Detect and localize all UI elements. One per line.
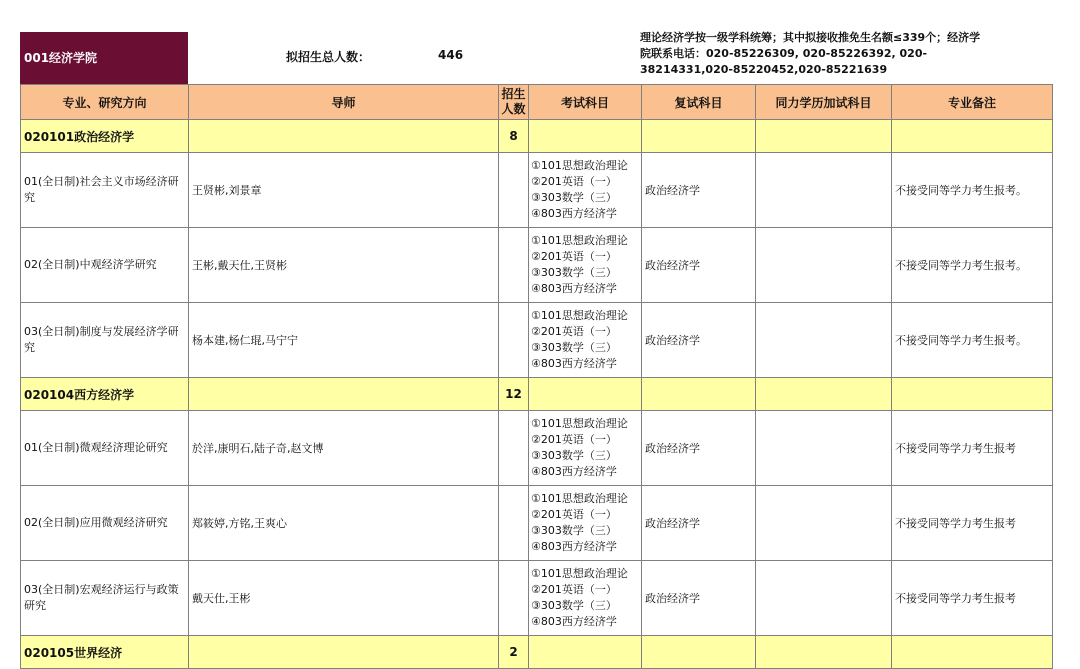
- exam-subject-item: ①101思想政治理论: [531, 309, 628, 322]
- exam-subject-item: ③303数学（三）: [531, 524, 617, 537]
- exam-subject-item: ③303数学（三）: [531, 266, 617, 279]
- group-cell: [189, 636, 499, 669]
- exam-subject-item: ②201英语（一）: [531, 583, 617, 596]
- group-cell: [756, 636, 892, 669]
- advisors: 王贤彬,刘景章: [189, 153, 499, 228]
- group-cell: [892, 378, 1053, 411]
- exam-subject-item: ②201英语（一）: [531, 325, 617, 338]
- exam-subjects: [529, 411, 642, 486]
- major-code: 020105世界经济: [21, 636, 189, 669]
- remark: 不接受同等学力考生报考。: [892, 303, 1053, 378]
- column-header-exam-subjects: 考试科目: [529, 85, 642, 120]
- exam-subject-item: ①101思想政治理论: [531, 159, 628, 172]
- table-row: [21, 486, 1053, 561]
- retest-subject: 政治经济学: [642, 411, 756, 486]
- research-direction: 03(全日制)制度与发展经济学研究: [21, 303, 189, 378]
- exam-subject-item: ①101思想政治理论: [531, 234, 628, 247]
- enrollment-table: [20, 84, 1053, 669]
- extra-subject: [756, 486, 892, 561]
- exam-subject-item: ③303数学（三）: [531, 191, 617, 204]
- column-header-extra-subjects: 同力学历加试科目: [756, 85, 892, 120]
- major-enrollment-count: 8: [499, 120, 529, 153]
- table-row: [21, 303, 1053, 378]
- exam-subject-item: ④803西方经济学: [531, 282, 617, 295]
- exam-subjects: [529, 303, 642, 378]
- exam-subject-item: ③303数学（三）: [531, 599, 617, 612]
- total-enrollment-value: 446: [438, 48, 464, 62]
- extra-subject: [756, 153, 892, 228]
- remark: 不接受同等学力考生报考: [892, 486, 1053, 561]
- exam-subject-item: ②201英语（一）: [531, 508, 617, 521]
- group-cell: [529, 636, 642, 669]
- research-direction: 01(全日制)社会主义市场经济研究: [21, 153, 189, 228]
- group-cell: [642, 120, 756, 153]
- exam-subject-item: ④803西方经济学: [531, 207, 617, 220]
- extra-subject: [756, 561, 892, 636]
- exam-subject-item: ②201英语（一）: [531, 175, 617, 188]
- exam-subject-item: ②201英语（一）: [531, 250, 617, 263]
- exam-subject-item: ①101思想政治理论: [531, 492, 628, 505]
- group-cell: [189, 120, 499, 153]
- group-cell: [529, 378, 642, 411]
- exam-subject-item: ④803西方经济学: [531, 615, 617, 628]
- column-header-advisor: 导师: [189, 85, 499, 120]
- major-group-row: [21, 378, 1053, 411]
- exam-subjects: [529, 228, 642, 303]
- exam-subject-item: ④803西方经济学: [531, 465, 617, 478]
- research-direction: 01(全日制)微观经济理论研究: [21, 411, 189, 486]
- major-code: 020104西方经济学: [21, 378, 189, 411]
- research-direction: 03(全日制)宏观经济运行与政策研究: [21, 561, 189, 636]
- enrollment-cell: [499, 561, 529, 636]
- advisors: 於洋,康明石,陆子奇,赵文博: [189, 411, 499, 486]
- major-group-row: [21, 120, 1053, 153]
- major-group-row: [21, 636, 1053, 669]
- retest-subject: 政治经济学: [642, 228, 756, 303]
- advisors: 杨本建,杨仁琨,马宁宁: [189, 303, 499, 378]
- table-row: [21, 411, 1053, 486]
- enrollment-cell: [499, 486, 529, 561]
- group-cell: [756, 378, 892, 411]
- remark: 不接受同等学力考生报考: [892, 561, 1053, 636]
- group-cell: [892, 636, 1053, 669]
- group-cell: [529, 120, 642, 153]
- retest-subject: 政治经济学: [642, 153, 756, 228]
- remark: 不接受同等学力考生报考。: [892, 153, 1053, 228]
- table-row: [21, 153, 1053, 228]
- advisors: 王彬,戴天仕,王贤彬: [189, 228, 499, 303]
- department-note: [640, 30, 1060, 78]
- remark: 不接受同等学力考生报考。: [892, 228, 1053, 303]
- group-cell: [642, 378, 756, 411]
- enrollment-cell: [499, 411, 529, 486]
- group-cell: [189, 378, 499, 411]
- exam-subjects: [529, 561, 642, 636]
- exam-subjects: [529, 486, 642, 561]
- column-header-remark: 专业备注: [892, 85, 1053, 120]
- exam-subject-item: ①101思想政治理论: [531, 417, 628, 430]
- note-line: 院联系电话：020-85226309, 020-85226392, 020-: [640, 47, 928, 60]
- research-direction: 02(全日制)中观经济学研究: [21, 228, 189, 303]
- exam-subjects: [529, 153, 642, 228]
- major-enrollment-count: 12: [499, 378, 529, 411]
- header-block: [20, 28, 1060, 84]
- exam-subject-item: ③303数学（三）: [531, 341, 617, 354]
- extra-subject: [756, 411, 892, 486]
- retest-subject: 政治经济学: [642, 486, 756, 561]
- enrollment-cell: [499, 228, 529, 303]
- remark: 不接受同等学力考生报考: [892, 411, 1053, 486]
- research-direction: 02(全日制)应用微观经济研究: [21, 486, 189, 561]
- column-header-enrollment-line: 招生: [501, 87, 526, 101]
- table-row: [21, 561, 1053, 636]
- group-cell: [642, 636, 756, 669]
- exam-subject-item: ④803西方经济学: [531, 357, 617, 370]
- exam-subject-item: ③303数学（三）: [531, 449, 617, 462]
- exam-subject-item: ①101思想政治理论: [531, 567, 628, 580]
- group-cell: [892, 120, 1053, 153]
- note-line: 38214331,020-85220452,020-85221639: [640, 63, 888, 76]
- total-enrollment-label: 拟招生总人数：: [286, 50, 371, 64]
- column-header-enrollment-line: 人数: [501, 102, 526, 116]
- retest-subject: 政治经济学: [642, 561, 756, 636]
- enrollment-cell: [499, 303, 529, 378]
- major-enrollment-count: 2: [499, 636, 529, 669]
- note-line: 理论经济学按一级学科统筹；其中拟接收推免生名额≤339个；经济学: [640, 31, 981, 44]
- table-header-row: [21, 85, 1053, 120]
- extra-subject: [756, 228, 892, 303]
- major-code: 020101政治经济学: [21, 120, 189, 153]
- retest-subject: 政治经济学: [642, 303, 756, 378]
- exam-subject-item: ②201英语（一）: [531, 433, 617, 446]
- column-header-retest-subjects: 复试科目: [642, 85, 756, 120]
- enrollment-cell: [499, 153, 529, 228]
- exam-subject-item: ④803西方经济学: [531, 540, 617, 553]
- column-header-direction: 专业、研究方向: [21, 85, 189, 120]
- advisors: 郑筱婷,方铭,王爽心: [189, 486, 499, 561]
- group-cell: [756, 120, 892, 153]
- department-name: 001经济学院: [20, 32, 188, 84]
- extra-subject: [756, 303, 892, 378]
- column-header-enrollment: [499, 85, 529, 120]
- advisors: 戴天仕,王彬: [189, 561, 499, 636]
- table-row: [21, 228, 1053, 303]
